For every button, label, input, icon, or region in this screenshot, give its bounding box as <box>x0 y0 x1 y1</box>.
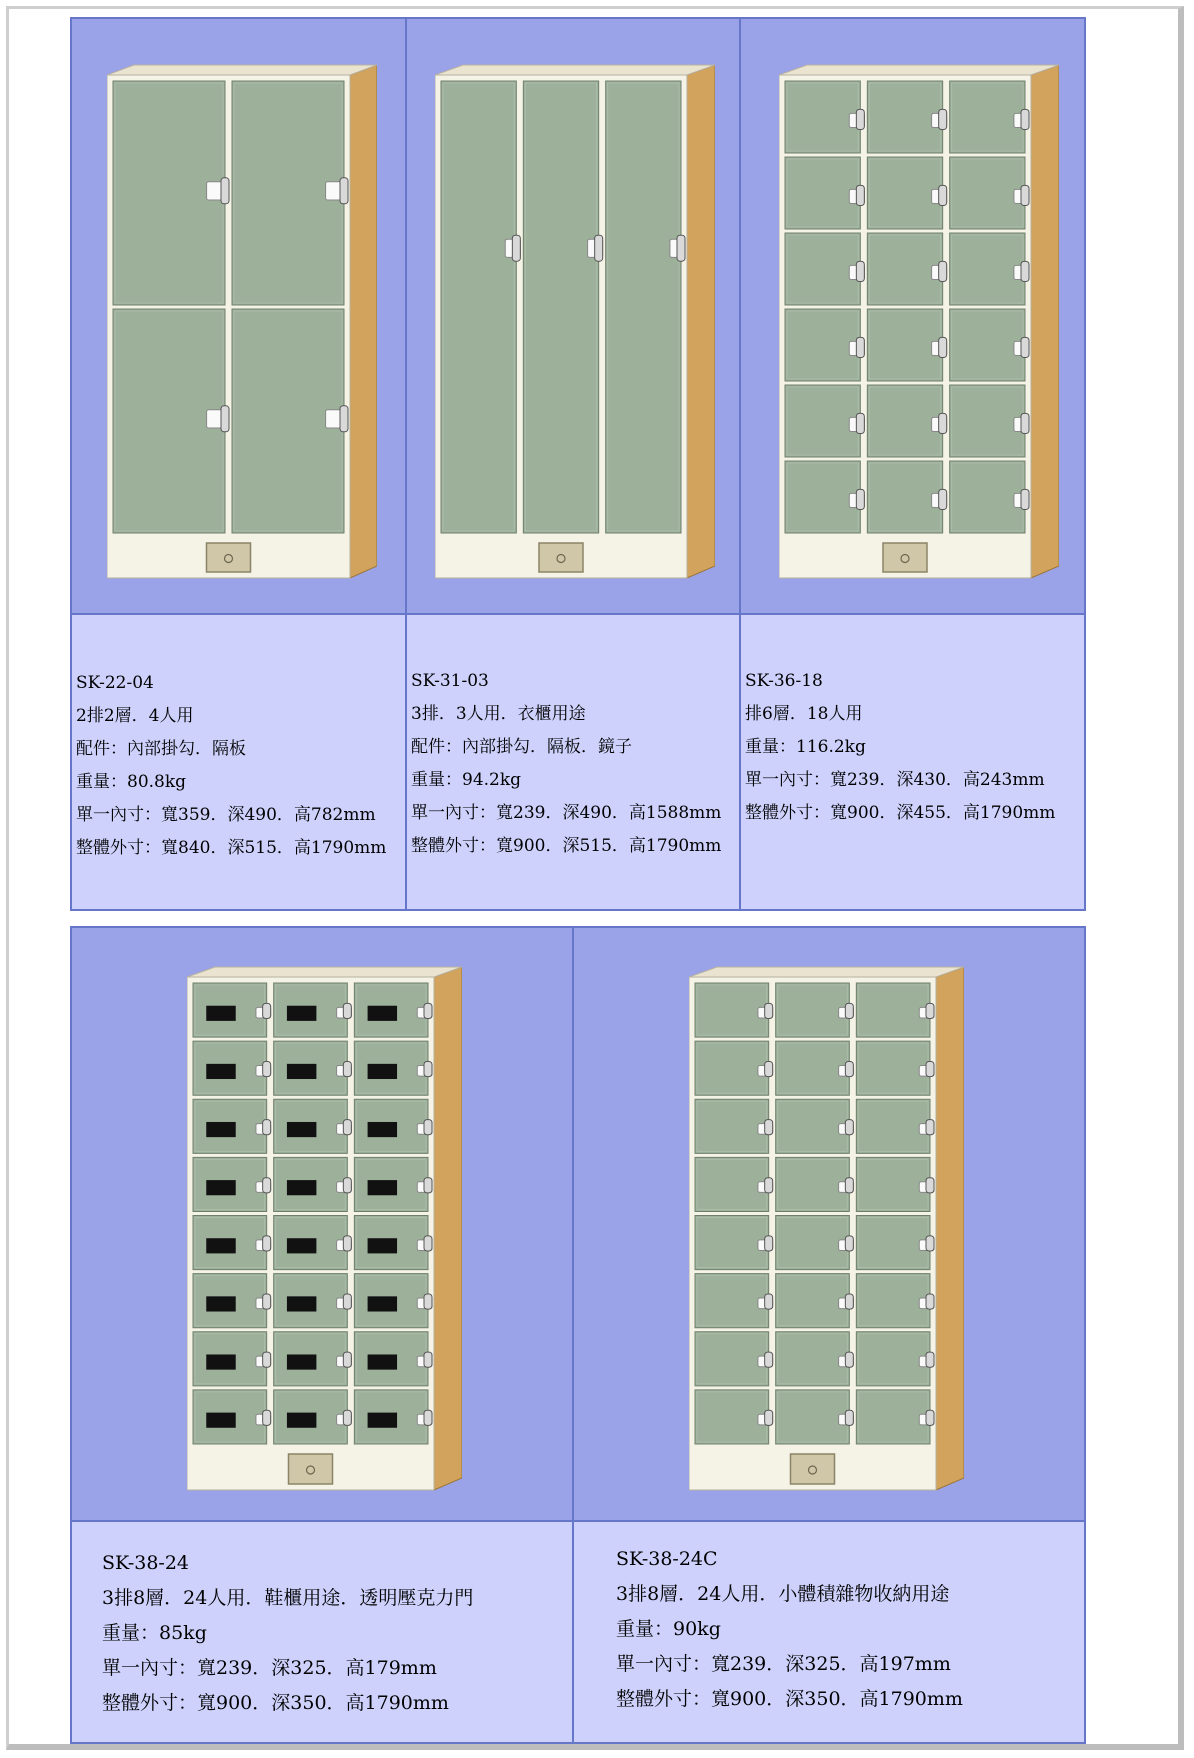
lock-icon <box>765 1410 773 1425</box>
lock-icon <box>595 235 603 261</box>
lock-icon <box>845 1236 853 1251</box>
lock-icon <box>424 1236 432 1251</box>
spec-line: 配件：內部掛勾．隔板 <box>76 739 246 759</box>
locker-window <box>368 1354 397 1369</box>
product-image-cell-sk-31-03 <box>406 18 740 614</box>
spec-line: 單一內寸：寬239．深325．高179mm <box>102 1657 437 1679</box>
locker-door <box>441 81 516 533</box>
locker-window <box>206 1122 235 1137</box>
product-image-cell-sk-38-24c <box>573 927 1085 1521</box>
model-number: SK-36-18 <box>745 671 823 691</box>
model-number: SK-22-04 <box>76 673 154 693</box>
lock-icon <box>221 406 229 432</box>
lock-icon <box>765 1178 773 1193</box>
lock-icon <box>926 1294 934 1309</box>
spec-line: 重量：90kg <box>616 1618 721 1640</box>
locker-window <box>368 1064 397 1079</box>
lock-icon <box>845 1061 853 1076</box>
lock-icon <box>424 1120 432 1135</box>
lock-icon <box>926 1120 934 1135</box>
spec-line: 配件：內部掛勾．隔板．鏡子 <box>411 737 632 757</box>
locker-window <box>206 1180 235 1195</box>
spec-line: 整體外寸：寬900．深455．高1790mm <box>745 803 1056 823</box>
product-spec-cell-sk-36-18 <box>740 614 1085 910</box>
cabinet-side-panel <box>687 65 715 578</box>
lock-icon <box>1021 413 1029 433</box>
lock-icon <box>512 235 520 261</box>
product-table-top <box>70 17 1086 911</box>
locker-window <box>287 1180 316 1195</box>
spec-line: 排6層．18人用 <box>745 704 863 724</box>
cabinet-top <box>187 967 462 977</box>
lock-icon <box>856 337 864 357</box>
lock-icon <box>856 413 864 433</box>
lock-icon <box>845 1410 853 1425</box>
lock-icon <box>939 413 947 433</box>
lock-icon <box>340 406 348 432</box>
locker-image-sk-22-04 <box>107 61 377 586</box>
locker-window <box>287 1006 316 1021</box>
locker-window <box>368 1006 397 1021</box>
lock-icon <box>765 1003 773 1018</box>
spec-line: 單一內寸：寬239．深430．高243mm <box>745 770 1045 790</box>
lock-icon <box>926 1003 934 1018</box>
spec-line: 重量：80.8kg <box>76 772 187 792</box>
lock-icon <box>263 1178 271 1193</box>
spec-line: 單一內寸：寬239．深490．高1588mm <box>411 803 722 823</box>
product-spec-cell-sk-38-24c <box>573 1521 1085 1743</box>
lock-icon <box>343 1003 351 1018</box>
lock-icon <box>343 1120 351 1135</box>
lock-icon <box>765 1061 773 1076</box>
locker-window <box>206 1413 235 1428</box>
locker-image-sk-38-24 <box>187 963 462 1498</box>
lock-icon <box>343 1410 351 1425</box>
lock-icon <box>1021 185 1029 205</box>
lock-icon <box>765 1236 773 1251</box>
lock-icon <box>939 185 947 205</box>
locker-image-sk-38-24c <box>689 963 964 1498</box>
lock-icon <box>424 1003 432 1018</box>
spec-line: 3排8層．24人用．鞋櫃用途．透明壓克力門 <box>102 1587 474 1609</box>
locker-window <box>368 1122 397 1137</box>
product-spec-sk-38-24 <box>72 1522 572 1721</box>
coin-box-plate <box>539 543 583 572</box>
coin-box-plate <box>791 1454 835 1484</box>
lock-icon <box>1021 109 1029 129</box>
locker-window <box>287 1238 316 1253</box>
lock-icon <box>424 1061 432 1076</box>
lock-icon <box>926 1061 934 1076</box>
lock-icon <box>845 1003 853 1018</box>
lock-icon <box>1021 261 1029 281</box>
lock-icon <box>1021 337 1029 357</box>
spec-line: 重量：85kg <box>102 1622 207 1644</box>
coin-box-plate <box>883 543 927 572</box>
spec-line: 3排8層．24人用．小體積雜物收納用途 <box>616 1583 950 1605</box>
spec-line: 整體外寸：寬900．深350．高1790mm <box>102 1692 449 1714</box>
locker-window <box>368 1413 397 1428</box>
cabinet-top <box>779 65 1059 75</box>
lock-icon <box>263 1120 271 1135</box>
lock-icon <box>263 1236 271 1251</box>
locker-window <box>206 1238 235 1253</box>
locker-door <box>523 81 598 533</box>
locker-window <box>206 1296 235 1311</box>
lock-icon <box>263 1352 271 1367</box>
lock-icon <box>424 1178 432 1193</box>
locker-window <box>287 1064 316 1079</box>
locker-window <box>368 1180 397 1195</box>
coin-box-plate <box>207 543 251 572</box>
product-spec-sk-38-24c <box>574 1522 1084 1717</box>
coin-box-plate <box>289 1454 333 1484</box>
lock-icon <box>926 1410 934 1425</box>
spec-line: 重量：94.2kg <box>411 770 522 790</box>
cabinet-top <box>435 65 715 75</box>
spec-line: 整體外寸：寬840．深515．高1790mm <box>76 838 387 858</box>
lock-icon <box>765 1294 773 1309</box>
lock-icon <box>765 1352 773 1367</box>
cabinet-side-panel <box>350 65 377 578</box>
spec-line: 2排2層．4人用 <box>76 706 194 726</box>
lock-icon <box>856 489 864 509</box>
spec-line: 單一內寸：寬239．深325．高197mm <box>616 1653 951 1675</box>
product-table-bottom <box>70 926 1086 1744</box>
product-spec-sk-36-18 <box>741 615 1084 830</box>
product-spec-cell-sk-38-24 <box>71 1521 573 1743</box>
locker-image-sk-31-03 <box>435 61 715 586</box>
cabinet-side-panel <box>1031 65 1059 578</box>
lock-icon <box>939 489 947 509</box>
locker-door <box>606 81 681 533</box>
lock-icon <box>424 1294 432 1309</box>
locker-window <box>287 1354 316 1369</box>
locker-window <box>368 1296 397 1311</box>
cabinet-top <box>689 967 964 977</box>
lock-icon <box>926 1236 934 1251</box>
spec-line: 重量：116.2kg <box>745 737 866 757</box>
locker-window <box>287 1122 316 1137</box>
model-number: SK-38-24C <box>616 1548 718 1570</box>
locker-window <box>206 1064 235 1079</box>
lock-icon <box>856 109 864 129</box>
cabinet-side-panel <box>434 967 462 1490</box>
product-spec-sk-22-04 <box>72 615 405 865</box>
cabinet-side-panel <box>936 967 964 1490</box>
spec-line: 整體外寸：寬900．深515．高1790mm <box>411 836 722 856</box>
lock-icon <box>263 1003 271 1018</box>
product-image-cell-sk-38-24 <box>71 927 573 1521</box>
lock-icon <box>926 1352 934 1367</box>
lock-icon <box>263 1294 271 1309</box>
cabinet-top <box>107 65 377 75</box>
lock-icon <box>926 1178 934 1193</box>
lock-icon <box>221 178 229 204</box>
lock-icon <box>343 1294 351 1309</box>
product-image-cell-sk-36-18 <box>740 18 1085 614</box>
spec-line: 單一內寸：寬359．深490．高782mm <box>76 805 376 825</box>
lock-icon <box>856 185 864 205</box>
locker-window <box>206 1006 235 1021</box>
lock-icon <box>677 235 685 261</box>
product-spec-cell-sk-22-04 <box>71 614 406 910</box>
locker-window <box>206 1354 235 1369</box>
lock-icon <box>343 1352 351 1367</box>
lock-icon <box>939 261 947 281</box>
model-number: SK-31-03 <box>411 671 489 691</box>
lock-icon <box>1021 489 1029 509</box>
lock-icon <box>939 109 947 129</box>
locker-window <box>287 1413 316 1428</box>
lock-icon <box>845 1178 853 1193</box>
lock-icon <box>424 1410 432 1425</box>
lock-icon <box>424 1352 432 1367</box>
locker-image-sk-36-18 <box>779 61 1059 586</box>
product-spec-sk-31-03 <box>407 615 739 863</box>
lock-icon <box>845 1120 853 1135</box>
lock-icon <box>343 1236 351 1251</box>
lock-icon <box>340 178 348 204</box>
lock-icon <box>939 337 947 357</box>
model-number: SK-38-24 <box>102 1552 190 1574</box>
lock-icon <box>765 1120 773 1135</box>
lock-icon <box>856 261 864 281</box>
lock-icon <box>343 1178 351 1193</box>
lock-icon <box>263 1061 271 1076</box>
lock-icon <box>845 1294 853 1309</box>
spec-line: 整體外寸：寬900．深350．高1790mm <box>616 1688 963 1710</box>
lock-icon <box>343 1061 351 1076</box>
product-image-cell-sk-22-04 <box>71 18 406 614</box>
spec-line: 3排．3人用．衣櫃用途 <box>411 704 586 724</box>
product-spec-cell-sk-31-03 <box>406 614 740 910</box>
locker-window <box>368 1238 397 1253</box>
locker-window <box>287 1296 316 1311</box>
lock-icon <box>263 1410 271 1425</box>
lock-icon <box>845 1352 853 1367</box>
